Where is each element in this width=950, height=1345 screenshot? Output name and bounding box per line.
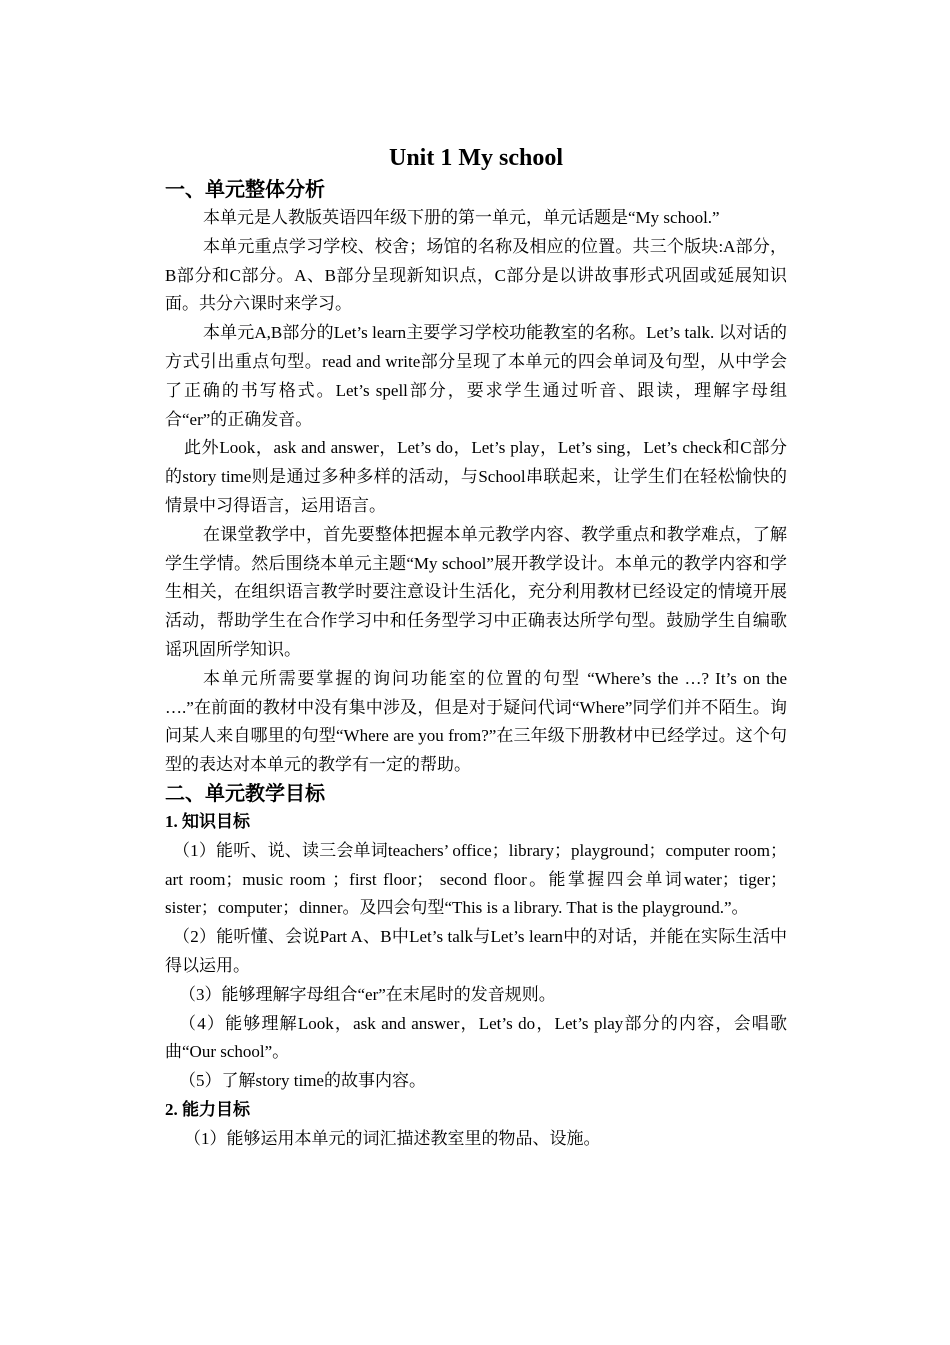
subheading-ability-goals: 2. 能力目标 — [165, 1099, 250, 1119]
analysis-paragraph-2: 本单元重点学习学校、校舍；场馆的名称及相应的位置。共三个版块:A部分，B部分和C部分。A、B部分呈现新知识点，C部分是以讲故事形式巩固或延展知识面。共分六课时来学习。 — [165, 236, 787, 314]
analysis-paragraph-1: 本单元是人教版英语四年级下册的第一单元，单元话题是“My school.” — [203, 208, 720, 227]
knowledge-goal-item: （3）能够理解字母组合“er”在末尾时的发音规则。 — [179, 984, 556, 1004]
knowledge-goal-item: （1）能听、说、读三会单词teachers’ office；library；playground；computer room；art room；music room ；first floor； second floor。能掌握四会单词water；tiger；sister；computer；dinner。及四会句型“This is a library. That is the playground.”。 — [165, 840, 787, 918]
analysis-paragraph-5: 在课堂教学中，首先要整体把握本单元教学内容、教学重点和教学难点，了解学生学情。然后围绕本单元主题“My school”展开教学设计。本单元的教学内容和学生相关，在组织语言教学时要注意设计生活化，充分利用教材已经设定的情境开展活动，帮助学生在合作学习中和任务型学习中正确表达所学句型。鼓励学生自编歌谣巩固所学知识。 — [165, 524, 787, 659]
knowledge-goal-item: （2）能听懂、会说Part A、B中Let’s talk与Let’s learn中的对话，并能在实际生活中得以运用。 — [165, 927, 787, 975]
page-title: Unit 1 My school — [389, 145, 563, 171]
document-body — [165, 140, 787, 1154]
analysis-paragraph-4: 此外Look，ask and answer，Let’s do，Let’s play，Let’s sing，Let’s check和C部分的story time则是通过多种多样的活动，与School串联起来，让学生们在轻松愉快的情景中习得语言，运用语言。 — [165, 438, 787, 515]
section-heading-objectives: 二、单元教学目标 — [165, 782, 325, 805]
subheading-knowledge-goals: 1. 知识目标 — [165, 811, 250, 831]
section-heading-analysis: 一、单元整体分析 — [165, 179, 325, 201]
analysis-paragraph-6: 本单元所需要掌握的询问功能室的位置的句型 “Where’s the …? It’s on the ….”在前面的教材中没有集中涉及，但是对于疑问代词“Where”同学们并不陌生。询问某人来自哪里的句型“Where are you from?”在三年级下册教材中已经学过。这个句型的表达对本单元的教学有一定的帮助。 — [165, 668, 787, 775]
knowledge-goal-item: （5）了解story time的故事内容。 — [179, 1071, 426, 1091]
ability-goal-item: （1）能够运用本单元的词汇描述教室里的物品、设施。 — [184, 1128, 601, 1148]
knowledge-goal-item: （4）能够理解Look，ask and answer，Let’s do，Let’s play部分的内容，会唱歌曲“Our school”。 — [165, 1013, 787, 1062]
analysis-paragraph-3: 本单元A,B部分的Let’s learn主要学习学校功能教室的名称。Let’s talk. 以对话的方式引出重点句型。read and write部分呈现了本单元的四会单词及句型，从中学会了正确的书写格式。Let’s spell部分，要求学生通过听音、跟读，理解字母组合“er”的正确发音。 — [165, 323, 787, 429]
